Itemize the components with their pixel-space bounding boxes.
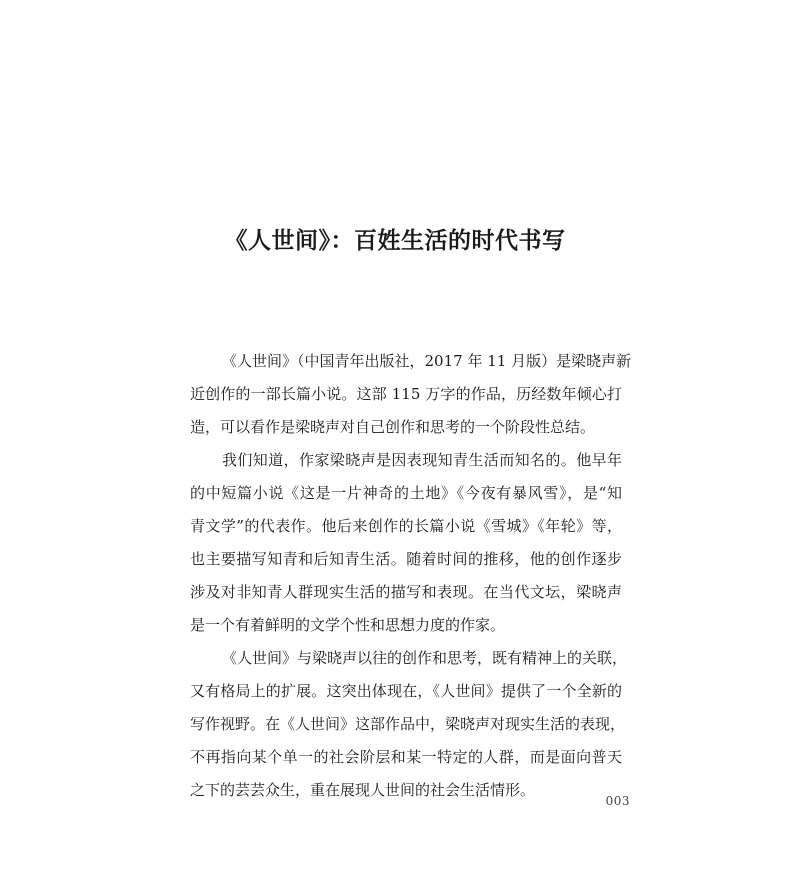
paragraph-line: 是一个有着鲜明的文学个性和思想力度的作家。 [190, 616, 506, 634]
paragraph-line: 之下的芸芸众生，重在展现人世间的社会生活情形。 [190, 781, 536, 799]
paragraph-line: 《人世间》与梁晓声以往的创作和思考，既有精神上的关联， [222, 649, 628, 667]
paragraph-line: 涉及对非知青人群现实生活的描写和表现。在当代文坛，梁晓声 [190, 583, 622, 601]
paragraph-line: 青文学”的代表作。他后来创作的长篇小说《雪城》《年轮》等， [190, 517, 622, 535]
paragraph-line: 的中短篇小说《这是一片神奇的土地》《今夜有暴风雪》，是“知 [190, 484, 622, 502]
paragraph-line: 也主要描写知青和后知青生活。随着时间的推移，他的创作逐步 [190, 550, 622, 568]
paragraph-2 [190, 444, 622, 642]
paragraph-line: 写作视野。在《人世间》这部作品中，梁晓声对现实生活的表现， [190, 715, 626, 733]
paragraph-1 [190, 345, 632, 444]
paragraph-line: 不再指向某个单一的社会阶层和某一特定的人群，而是面向普天 [190, 748, 622, 766]
paragraph-3 [190, 642, 628, 807]
paragraph-line: 我们知道，作家梁晓声是因表现知青生活而知名的。他早年 [222, 451, 622, 469]
chapter-title: 《人世间》：百姓生活的时代书写 [224, 227, 566, 254]
paragraph-line: 近创作的一部长篇小说。这部 115 万字的作品，历经数年倾心打 [190, 385, 622, 403]
page-number: 003 [605, 794, 630, 808]
paragraph-line: 又有格局上的扩展。这突出体现在，《人世间》提供了一个全新的 [190, 682, 622, 700]
paragraph-line: 《人世间》（中国青年出版社，2017 年 11 月版）是梁晓声新 [222, 352, 632, 370]
paragraph-line: 造，可以看作是梁晓声对自己创作和思考的一个阶段性总结。 [190, 418, 596, 436]
body-text [190, 345, 632, 807]
